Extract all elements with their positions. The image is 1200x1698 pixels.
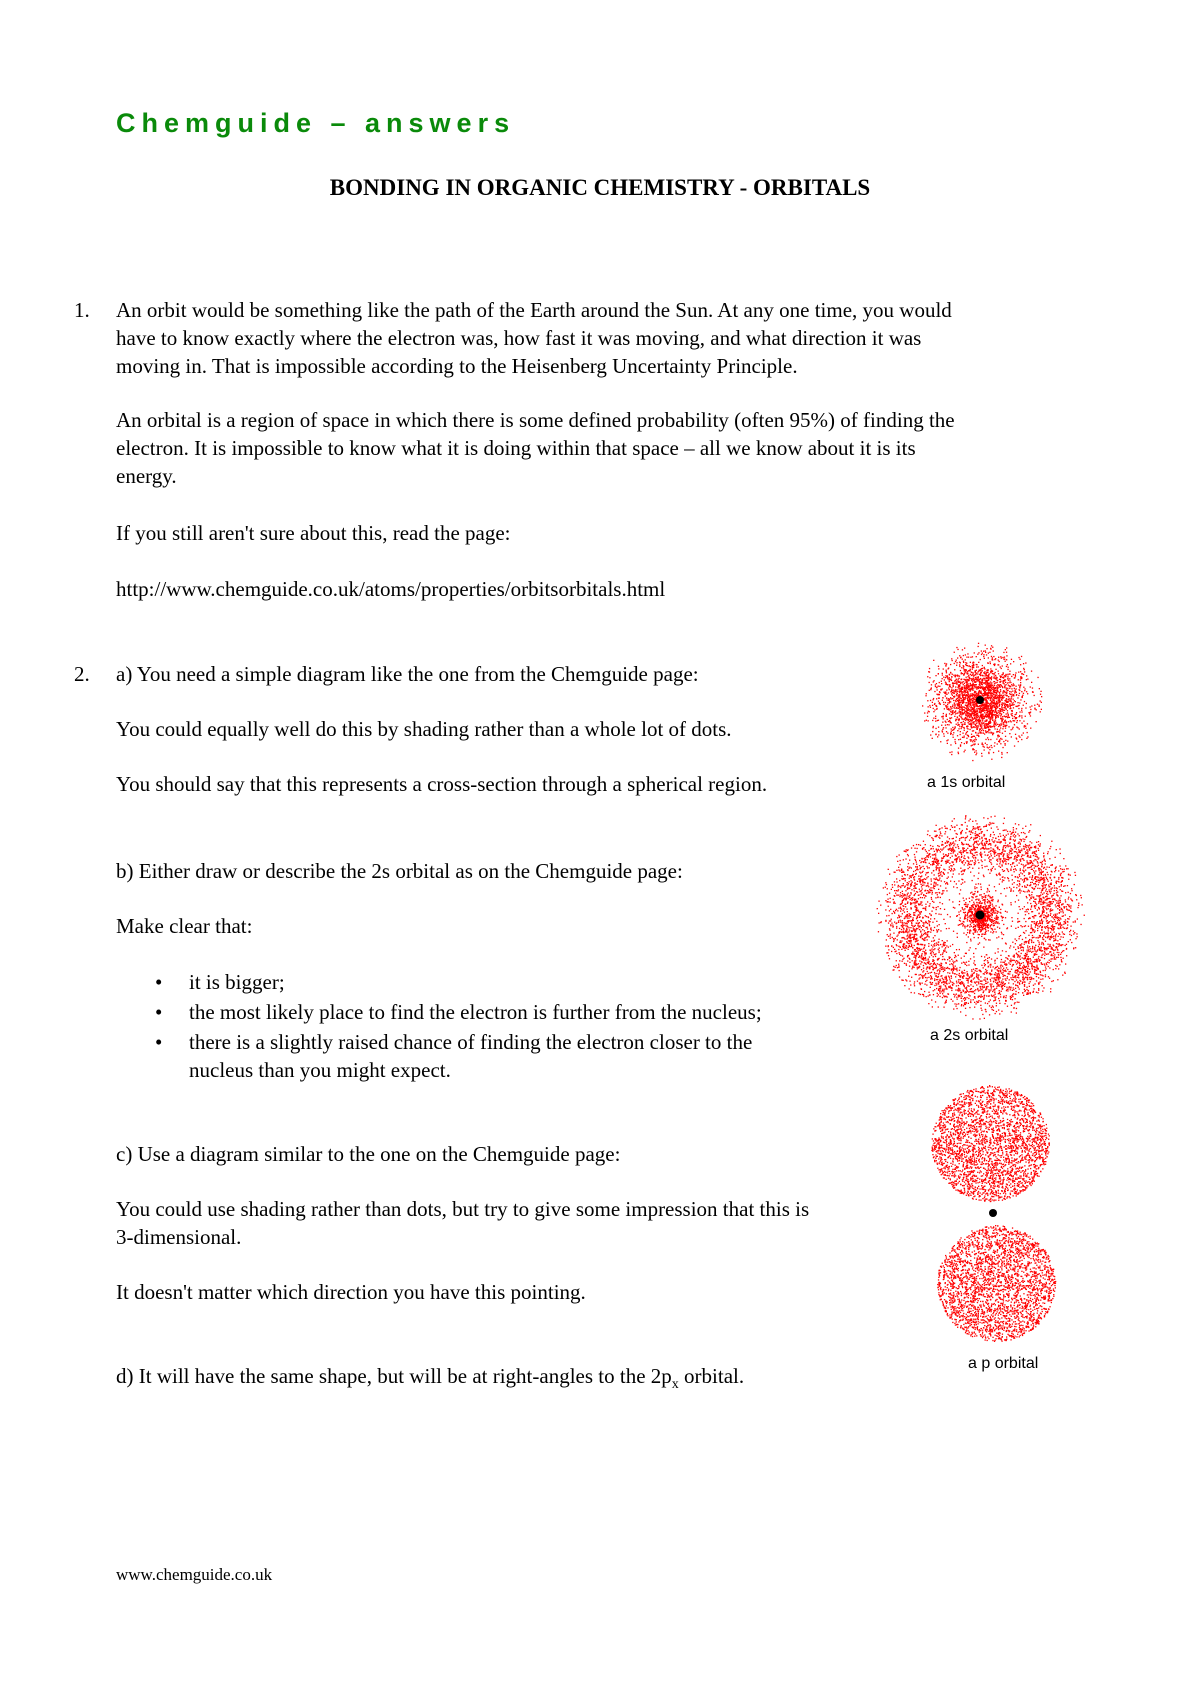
- text-line: electron. It is impossible to know what it is doing within that space – all we know about it is its: [116, 436, 916, 460]
- q2d-text-before: d) It will have the same shape, but will be at right-angles to the 2p: [116, 1364, 672, 1388]
- q1-paragraph-2: [116, 406, 955, 490]
- orbital-2s-diagram: [870, 810, 1090, 1020]
- q2d-text: [116, 1362, 744, 1399]
- text-line: You could use shading rather than dots, but try to give some impression that this is: [116, 1197, 810, 1221]
- text-line: An orbital is a region of space in which there is some defined probability (often 95%) of finding the: [116, 408, 955, 432]
- caption-1s: a 1s orbital: [927, 774, 1006, 791]
- q2c-direction: It doesn't matter which direction you have this pointing.: [116, 1280, 586, 1304]
- q2c-shading: [116, 1195, 809, 1251]
- bullet-item: the most likely place to find the electron is further from the nucleus;: [189, 1000, 762, 1024]
- q2d-text-after: orbital.: [678, 1364, 745, 1388]
- text-line: 3-dimensional.: [116, 1225, 242, 1249]
- text-line: An orbit would be something like the path of the Earth around the Sun. At any one time, you would: [116, 298, 952, 322]
- bullet-item: it is bigger;: [189, 970, 285, 994]
- page-title: BONDING IN ORGANIC CHEMISTRY - ORBITALS: [329, 175, 871, 200]
- text-line: moving in. That is impossible according to the Heisenberg Uncertainty Principle.: [116, 354, 798, 378]
- question-1-number: 1.: [74, 298, 90, 322]
- caption-p: a p orbital: [968, 1355, 1039, 1372]
- q1-paragraph-3: If you still aren't sure about this, read the page:: [116, 521, 511, 545]
- bullet-marker: •: [155, 1000, 163, 1024]
- text-line: there is a slightly raised chance of finding the electron closer to the: [189, 1030, 753, 1054]
- electron-density-dots: [931, 1085, 1050, 1202]
- q2a-line-2: You could equally well do this by shading rather than a whole lot of dots.: [116, 717, 732, 741]
- q1-paragraph-1: [116, 296, 952, 380]
- q1-url: http://www.chemguide.co.uk/atoms/properties/orbitsorbitals.html: [116, 577, 666, 601]
- q2b-intro: b) Either draw or describe the 2s orbital as on the Chemguide page:: [116, 859, 683, 883]
- orbital-1s-diagram: [900, 630, 1060, 780]
- q2d-subscript: x: [671, 1377, 679, 1393]
- question-2-number: 2.: [74, 662, 90, 686]
- text-line: have to know exactly where the electron was, how fast it was moving, and what direction it was: [116, 326, 922, 350]
- text-line: nucleus than you might expect.: [189, 1058, 451, 1082]
- caption-2s: a 2s orbital: [930, 1027, 1009, 1044]
- footer-url: www.chemguide.co.uk: [116, 1565, 273, 1584]
- bullet-item: [189, 1028, 752, 1084]
- q2b-make-clear: Make clear that:: [116, 914, 253, 938]
- q2a-line-1: a) You need a simple diagram like the one from the Chemguide page:: [116, 662, 699, 686]
- text-line: energy.: [116, 464, 177, 488]
- q2a-line-3: You should say that this represents a cross-section through a spherical region.: [116, 772, 768, 796]
- q2c-intro: c) Use a diagram similar to the one on the Chemguide page:: [116, 1142, 621, 1166]
- orbital-p-diagram: [930, 1075, 1080, 1365]
- brand-heading: Chemguide – answers: [116, 108, 516, 138]
- nucleus-dot: [976, 696, 984, 704]
- nucleus-dot: [989, 1209, 997, 1217]
- bullet-marker: •: [155, 1030, 163, 1054]
- nucleus-dot: [976, 911, 985, 920]
- bullet-marker: •: [155, 970, 163, 994]
- electron-density-dots: [937, 1225, 1056, 1342]
